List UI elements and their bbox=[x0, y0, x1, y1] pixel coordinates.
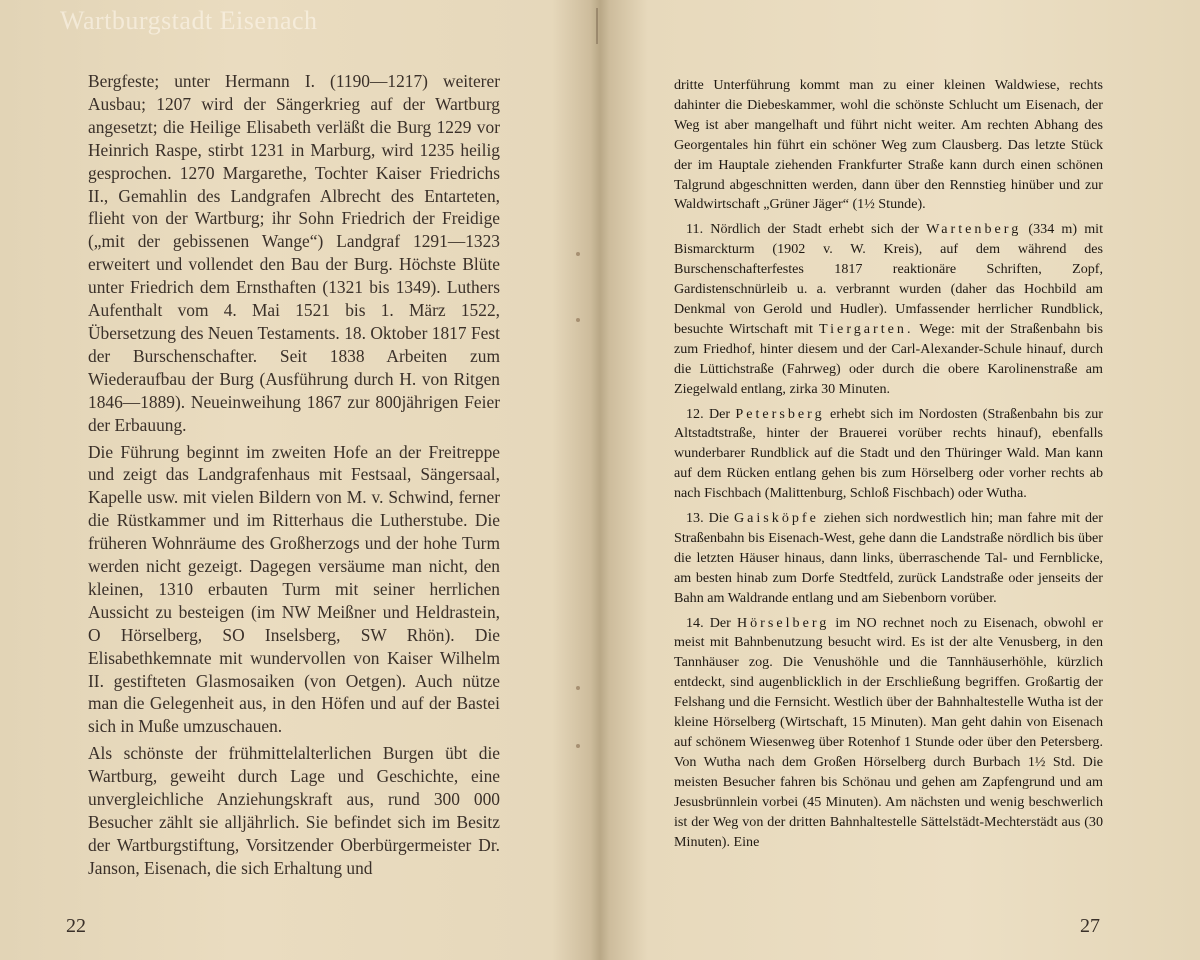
left-page bbox=[0, 0, 598, 960]
section-lead: Nördlich der Stadt erhebt sich der bbox=[710, 221, 919, 238]
section-text: (334 m) mit Bismarckturm (1902 v. W. Kreis), auf dem während des Burschenschafterfestes 1817 reaktionäre Schriften, Zopf, Gardistenschnürleib u. a. verbrannt wurden (daher das Hochbild am Denkmal von Gerold und Hudler). Umfassender herrlicher Rundblick, besuchte Wirtschaft mit bbox=[674, 221, 1103, 337]
punch-mark bbox=[576, 686, 580, 690]
section-14 bbox=[674, 614, 1103, 853]
section-text: erhebt sich im Nordosten (Straßenbahn bis zur Altstadtstraße, hinter der Brauerei vorüber rechts hinauf), ebenfalls wunderbarer Rundblick auf die Stadt und den Thüringer Wald. Man kann auf dem Rücken entlang gehen bis zum Hörselberg oder vorher rechts ab nach Fischbach (Malittenburg, Schloß Fischbach) oder Wutha. bbox=[674, 405, 1103, 502]
right-page bbox=[602, 0, 1200, 960]
place-name: Hörselberg bbox=[736, 614, 830, 631]
place-name-secondary: Tiergarten. bbox=[819, 320, 914, 337]
right-page-body bbox=[674, 76, 1103, 857]
section-12 bbox=[674, 405, 1103, 505]
left-paragraph-1: Bergfeste; unter Hermann I. (1190—1217) weiterer Ausbau; 1207 wird der Sängerkrieg auf der Wartburg angesetzt; die Heilige Elisabeth verläßt die Burg 1229 vor Heinrich Raspe, stirbt 1231 in Marburg, wird 1235 heilig gesprochen. 1270 Margarethe, Tochter Kaiser Friedrichs II., Gemahlin des Landgrafen Albrecht des Entarteten, flieht von der Wartburg; ihr Sohn Friedrich der Freidige („mit der gebissenen Wange“) Landgraf 1291—1323 erweitert und vollendet den Bau der Burg. Höchste Blüte unter Friedrich dem Ernsthaften (1321 bis 1349). Luthers Aufenthalt vom 4. Mai 1521 bis 1. März 1522, Übersetzung des Neuen Testaments. 18. Oktober 1817 Fest der Burschenschafter. Seit 1838 Arbeiten zum Wiederaufbau der Burg (Ausführung durch H. von Ritgen 1846—1889). Neueinweihung 1867 zur 800jährigen Feier der Erbauung. bbox=[88, 71, 500, 435]
right-page-number: 27 bbox=[1080, 915, 1100, 937]
left-page-body bbox=[88, 70, 500, 884]
right-intro-paragraph: dritte Unterführung kommt man zu einer kleinen Waldwiese, rechts dahinter die Diebeskammer, wohl die schönste Schlucht um Eisenach, der Weg ist aber mangelhaft und führt nicht weiter. Am rechten Abhang des Georgentales hin führt ein schöner Weg zum Clausberg. Das letzte Stück der im Hauptale ziehenden Frankfurter Straße kann durch einen schönen Talgrund abgeschnitten werden, dann über den Rennstieg hinüber und zur Waldwirtschaft „Grüner Jäger“ (1½ Stunde). bbox=[674, 77, 1103, 213]
section-lead: Die bbox=[708, 510, 729, 527]
section-text: ziehen sich nordwestlich hin; man fahre mit der Straßenbahn bis Eisenach-West, gehe dann die Landstraße nördlich bis über die letzten Häuser hinaus, dann links, überraschende Tal- und Fernblicke, am besten hinab zum Dorfe Stedtfeld, zurück Landstraße oder jenseits der Bahn am Waldrande entlang und am Siebenborn vorüber. bbox=[674, 510, 1103, 606]
left-paragraph-3: Als schönste der frühmittelalterlichen Burgen übt die Wartburg, geweiht durch Lage und Geschichte, eine unvergleichliche Anziehungskraft aus, rund 300 000 Besucher zählt sie alljährlich. Sie befindet sich im Besitz der Wartburgstiftung, Vorsitzender Oberbürgermeister Dr. Janson, Eisenach, die sich Erhaltung und bbox=[88, 743, 500, 878]
place-name: Petersberg bbox=[735, 405, 825, 422]
section-number: 13. bbox=[686, 510, 704, 527]
left-page-number: 22 bbox=[66, 915, 86, 937]
ghost-header-text: Wartburgstadt Eisenach bbox=[60, 6, 318, 35]
section-11 bbox=[674, 220, 1103, 399]
punch-mark bbox=[576, 318, 580, 322]
section-number: 12. bbox=[686, 405, 704, 422]
punch-mark bbox=[576, 744, 580, 748]
left-paragraph-2: Die Führung beginnt im zweiten Hofe an der Freitreppe und zeigt das Landgrafenhaus mit Festsaal, Sängersaal, Kapelle usw. mit vielen Bildern von M. v. Schwind, ferner die Rüstkammer und im Ritterhaus die Lutherstube. Die früheren Wohnräume des Großherzogs und der hohe Turm werden nicht gezeigt. Dagegen versäume man nicht, den kleinen, 1310 erbauten Turm mit seiner herrlichen Aussicht zu besteigen (im NW Meißner und Heldrastein, O Hörselberg, SO Inselsberg, SW Rhön). Die Elisabethkemnate mit wundervollen von Kaiser Wilhelm II. gestifteten Glasmosaiken (von Oetgen). Auch nütze man die Gelegenheit aus, in den Höfen und auf der Bastei sich in Muße umzuschauen. bbox=[88, 441, 500, 737]
section-13 bbox=[674, 509, 1103, 609]
section-lead: Der bbox=[709, 614, 731, 631]
section-text: im NO rechnet noch zu Eisenach, obwohl er meist mit Bahnbenutzung besucht wird. Es ist der alte Venusberg, in den Tannhäuser zog. Die Venushöhle und die Tannhäuserhöhle, kürzlich entdeckt, sind augenblicklich in der Erschließung begriffen. Großartig der Felshang und die Fernsicht. Westlich über der Bahnhaltestelle Wutha ist der kleine Hörselberg (Wirtschaft, 15 Minuten). Man geht dahin von Eisenach auf schönem Wiesenweg über Rotenhof 1 Stunde oder über den Petersberg. Von Wutha nach dem Großen Hörselberg durch Burbach 1½ Std. Die meisten Besucher fahren bis Schönau und gehen am Zapfengrund und am Jesusbrünnlein vorbei (45 Minuten). Am nächsten und wenig beschwerlich ist der Weg von der dritten Bahnhaltestelle Sättelstädt-Mechterstädt aus (30 Minuten). Eine bbox=[674, 614, 1104, 850]
punch-mark bbox=[576, 252, 580, 256]
section-number: 14. bbox=[686, 614, 704, 631]
place-name: Wartenberg bbox=[926, 221, 1022, 238]
section-lead: Der bbox=[708, 405, 731, 422]
section-number: 11. bbox=[686, 221, 704, 238]
section-text-secondary: Wege: mit der Straßenbahn bis zum Friedhof, hinter diesem und der Carl-Alexander-Schule hinauf, durch die Lüttichstraße (Fahrweg) oder durch die obere Karolinenstraße am Ziegelwald entlang, zirka 30 Minuten. bbox=[674, 320, 1103, 397]
place-name: Gaisköpfe bbox=[733, 510, 819, 527]
